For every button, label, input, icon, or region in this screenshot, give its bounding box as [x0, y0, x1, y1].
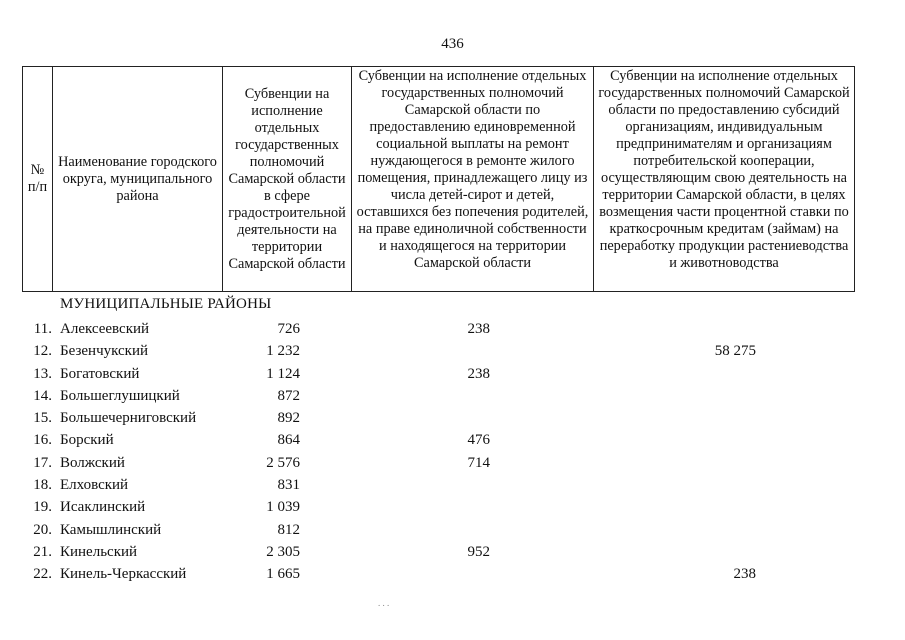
- row-col2: 476: [467, 432, 490, 449]
- row-name: Исаклинский: [60, 499, 146, 516]
- row-col1: 872: [277, 387, 300, 404]
- row-number: 19.: [33, 499, 52, 516]
- row-col1: 864: [277, 432, 300, 449]
- row-col1: 812: [277, 521, 300, 538]
- header-name: Наименование городского округа, муниципального района: [53, 67, 223, 292]
- section-title: МУНИЦИПАЛЬНЫЕ РАЙОНЫ: [60, 296, 272, 312]
- table-row: [0, 541, 905, 563]
- row-number: 17.: [33, 454, 52, 471]
- row-name: Кинельский: [60, 543, 138, 560]
- table-body: [0, 318, 905, 586]
- row-number: 21.: [33, 543, 52, 560]
- row-col3: 238: [733, 566, 756, 583]
- table-row: [0, 474, 905, 496]
- scan-artifact: . . .: [378, 598, 390, 608]
- table-row: [0, 407, 905, 429]
- row-col1: 1 232: [266, 343, 300, 360]
- header-col3: Субвенции на исполнение отдельных государственных полномочий Самарской области по предоставлению субсидий организациям, индивидуальным предпринимателям и организациям потребительской кооперации, осуществляющим свою деятельность на территории Самарской области, в целях возмещения части процентной ставки по краткосрочным кредитам (займам) на переработку продукции растениеводства и животноводства: [594, 67, 855, 292]
- row-col2: 952: [467, 543, 490, 560]
- row-col3: 58 275: [714, 343, 756, 360]
- table-row: [0, 340, 905, 362]
- row-name: Большеглушицкий: [60, 387, 180, 404]
- table-row: [0, 519, 905, 541]
- row-col1: 892: [277, 410, 300, 427]
- header-number: № п/п: [23, 67, 53, 292]
- header-col1: Субвенции на исполнение отдельных государственных полномочий Самарской области в сфере градостроительной деятельности на территории Самарской области: [223, 67, 352, 292]
- table-row: [0, 563, 905, 585]
- row-number: 18.: [33, 477, 52, 494]
- table-row: [0, 385, 905, 407]
- header-col2: Субвенции на исполнение отдельных государственных полномочий Самарской области по предоставлению единовременной социальной выплаты на ремонт нуждающегося в ремонте жилого помещения, принадлежащего лицу из числа детей-сирот и детей, оставшихся без попечения родителей, на праве единоличной собственности и находящегося на территории Самарской области: [352, 67, 594, 292]
- row-number: 15.: [33, 410, 52, 427]
- row-name: Кинель-Черкасский: [60, 566, 187, 583]
- table-header: [22, 66, 855, 292]
- row-number: 11.: [33, 321, 52, 337]
- row-col2: 714: [467, 454, 490, 471]
- row-col1: 1 039: [266, 499, 300, 516]
- row-col1: 1 665: [266, 566, 300, 583]
- row-col1: 2 305: [266, 543, 300, 560]
- row-name: Камышлинский: [60, 521, 162, 538]
- row-col2: 238: [467, 365, 490, 382]
- row-col1: 2 576: [266, 454, 300, 471]
- row-name: Безенчукский: [60, 343, 149, 360]
- row-number: 22.: [33, 566, 52, 583]
- row-name: Елховский: [60, 477, 129, 494]
- table-row: [0, 496, 905, 518]
- row-number: 13.: [33, 365, 52, 382]
- row-number: 16.: [33, 432, 52, 449]
- table-row: [0, 429, 905, 451]
- row-name: Борский: [60, 432, 114, 449]
- row-number: 12.: [33, 343, 52, 360]
- row-name: Большечерниговский: [60, 410, 197, 427]
- row-col1: 831: [277, 477, 300, 494]
- table-row: [0, 318, 905, 340]
- table-row: [0, 452, 905, 474]
- row-col2: 238: [467, 321, 490, 337]
- row-col1: 726: [277, 321, 300, 337]
- page-number: 436: [441, 36, 464, 52]
- table-row: [0, 363, 905, 385]
- row-number: 14.: [33, 387, 52, 404]
- row-name: Алексеевский: [60, 321, 150, 337]
- row-col1: 1 124: [266, 365, 300, 382]
- row-name: Богатовский: [60, 365, 140, 382]
- row-name: Волжский: [60, 454, 125, 471]
- row-number: 20.: [33, 521, 52, 538]
